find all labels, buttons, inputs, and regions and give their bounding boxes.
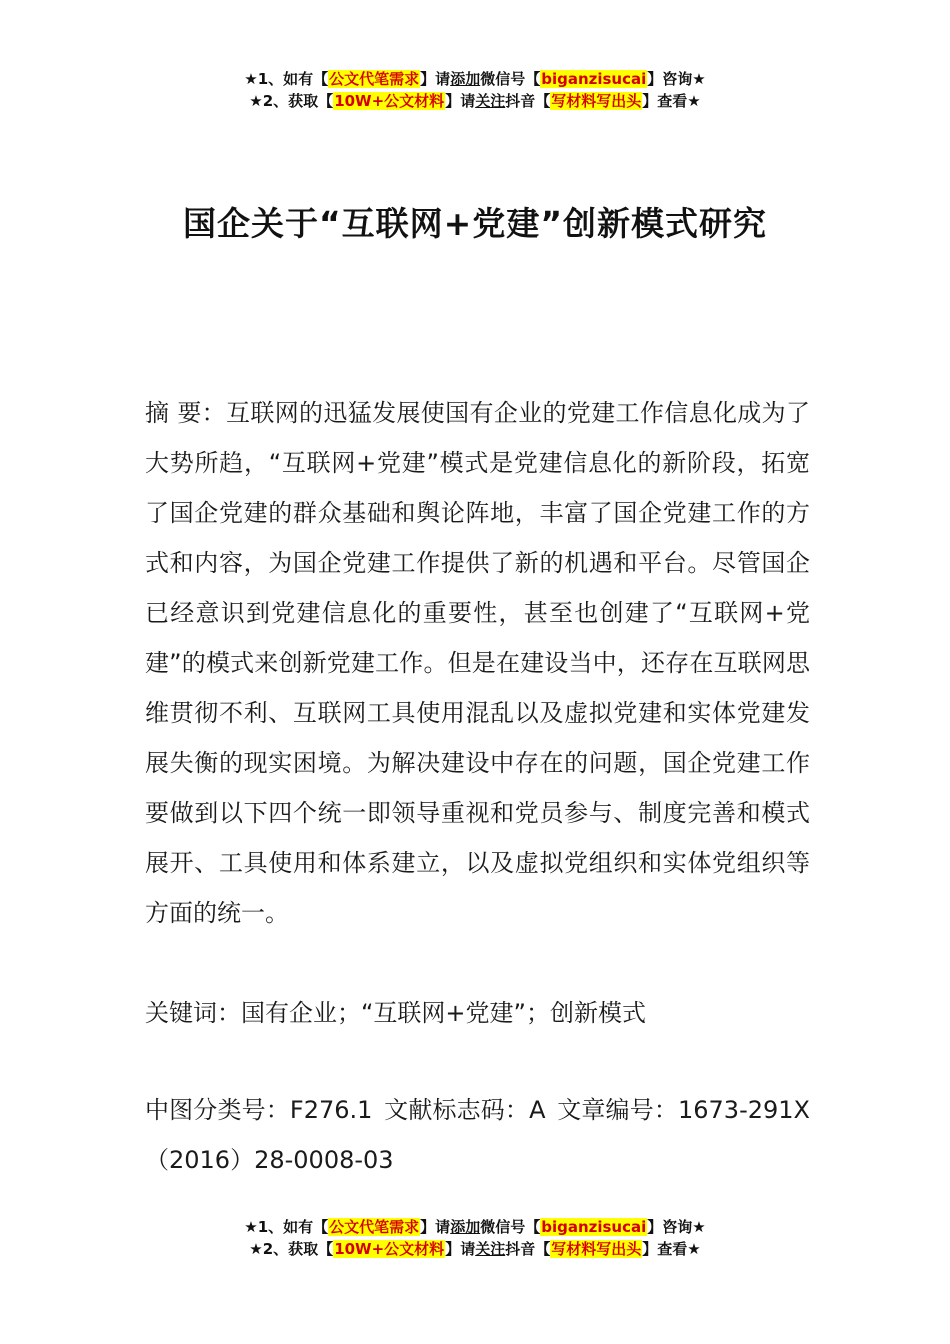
banner-text: 】咨询★ bbox=[647, 1218, 706, 1236]
banner-line-1 bbox=[0, 68, 950, 90]
highlight-wechat-id: biganzisucai bbox=[541, 1218, 647, 1236]
banner-text: ★2、获取【 bbox=[249, 92, 334, 110]
banner-emphasis: 添加 bbox=[450, 70, 481, 88]
banner-text: 】请 bbox=[420, 70, 451, 88]
highlight-service: 公文代笔需求 bbox=[329, 1218, 420, 1236]
banner-emphasis: 关注 bbox=[475, 92, 506, 110]
keywords-line: 关键词：国有企业；“互联网+党建”；创新模式 bbox=[145, 999, 646, 1027]
banner-line-1 bbox=[0, 1216, 950, 1238]
header-banner bbox=[0, 68, 950, 112]
banner-text: 】请 bbox=[445, 92, 476, 110]
banner-text: ★2、获取【 bbox=[249, 1240, 334, 1258]
footer-banner bbox=[0, 1216, 950, 1260]
banner-text: ★1、如有【 bbox=[244, 70, 329, 88]
highlight-materials: 10W+公文材料 bbox=[334, 92, 445, 110]
banner-text: 抖音【 bbox=[505, 92, 551, 110]
highlight-douyin-id: 写材料写出头 bbox=[551, 92, 642, 110]
document-title: 国企关于“互联网+党建”创新模式研究 bbox=[182, 204, 768, 243]
banner-line-2 bbox=[0, 90, 950, 112]
banner-text: 】请 bbox=[420, 1218, 451, 1236]
highlight-douyin-id: 写材料写出头 bbox=[551, 1240, 642, 1258]
banner-emphasis: 关注 bbox=[475, 1240, 506, 1258]
highlight-service: 公文代笔需求 bbox=[329, 70, 420, 88]
banner-text: 微信号【 bbox=[480, 70, 541, 88]
banner-text: 】咨询★ bbox=[647, 70, 706, 88]
banner-emphasis: 添加 bbox=[450, 1218, 481, 1236]
highlight-materials: 10W+公文材料 bbox=[334, 1240, 445, 1258]
banner-line-2 bbox=[0, 1238, 950, 1260]
banner-text: 微信号【 bbox=[480, 1218, 541, 1236]
classification-line: 中图分类号：F276.1 文献标志码：A 文章编号：1673-291X（2016）28-0008-03 bbox=[145, 1096, 810, 1174]
banner-text: 】查看★ bbox=[642, 1240, 701, 1258]
banner-text: 】请 bbox=[445, 1240, 476, 1258]
abstract-paragraph: 摘 要：互联网的迅猛发展使国有企业的党建工作信息化成为了大势所趋，“互联网+党建”模式是党建信息化的新阶段，拓宽了国企党建的群众基础和舆论阵地，丰富了国企党建工作的方式和内容，为国企党建工作提供了新的机遇和平台。尽管国企已经意识到党建信息化的重要性，甚至也创建了“互联网+党建”的模式来创新党建工作。但是在建设当中，还存在互联网思维贯彻不利、互联网工具使用混乱以及虚拟党建和实体党建发展失衡的现实困境。为解决建设中存在的问题，国企党建工作要做到以下四个统一即领导重视和党员参与、制度完善和模式展开、工具使用和体系建立，以及虚拟党组织和实体党组织等方面的统一。 bbox=[145, 399, 810, 927]
banner-text: 抖音【 bbox=[505, 1240, 551, 1258]
highlight-wechat-id: biganzisucai bbox=[541, 70, 647, 88]
banner-text: ★1、如有【 bbox=[244, 1218, 329, 1236]
banner-text: 】查看★ bbox=[642, 92, 701, 110]
